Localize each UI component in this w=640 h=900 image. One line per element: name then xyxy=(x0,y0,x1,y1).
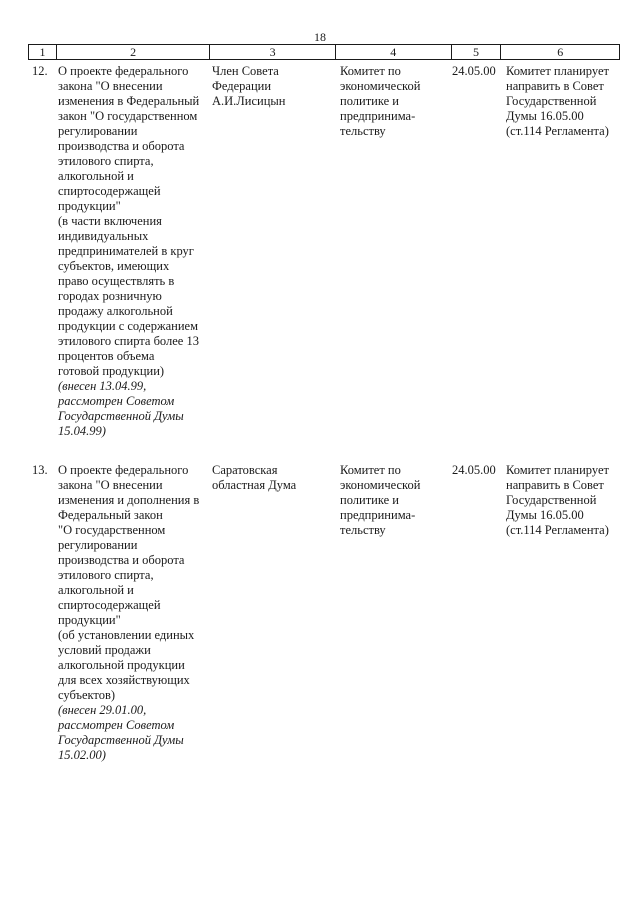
text-line: О проекте федерального xyxy=(58,463,189,477)
text-line: закона "О внесении xyxy=(58,478,163,492)
text-line: экономической xyxy=(340,478,421,492)
header-cell-4: 4 xyxy=(336,45,452,59)
text-line: А.И.Лисицын xyxy=(212,94,286,108)
text-line: Комитет планирует xyxy=(506,64,609,78)
text-line: рассмотрен Советом xyxy=(58,718,175,732)
text-line: продажу алкогольной xyxy=(58,304,173,318)
text-line: (ст.114 Регламента) xyxy=(506,523,609,537)
text-line: предпринима- xyxy=(340,508,416,522)
text-line: Федеральный закон xyxy=(58,508,163,522)
entry-date: 24.05.00 xyxy=(452,64,496,78)
text-line: продукции" xyxy=(58,199,121,213)
text-line: спиртосодержащей xyxy=(58,184,161,198)
text-line: Государственной xyxy=(506,94,597,108)
entry-plan xyxy=(506,463,622,538)
text-line: регулировании xyxy=(58,538,138,552)
text-line: городах розничную xyxy=(58,289,162,303)
text-line: производства и оборота xyxy=(58,553,185,567)
text-line: готовой продукции) xyxy=(58,364,165,378)
text-line: индивидуальных xyxy=(58,229,149,243)
text-line: политике и xyxy=(340,94,399,108)
text-line: Думы 16.05.00 xyxy=(506,109,584,123)
table-header-row xyxy=(28,44,620,60)
title-lines xyxy=(58,463,210,703)
text-line: производства и оборота xyxy=(58,139,185,153)
text-line: рассмотрен Советом xyxy=(58,394,175,408)
text-line: закона "О внесении xyxy=(58,79,163,93)
text-line: предпринимателей в круг xyxy=(58,244,194,258)
header-cell-6: 6 xyxy=(557,45,564,59)
title-lines xyxy=(58,64,210,379)
text-line: направить в Совет xyxy=(506,79,604,93)
text-line: политике и xyxy=(340,493,399,507)
text-line: процентов объема xyxy=(58,349,155,363)
entry-title xyxy=(58,64,210,439)
text-line: 15.02.00) xyxy=(58,748,106,762)
text-line: (внесен 13.04.99, xyxy=(58,379,147,393)
page-number: 18 xyxy=(314,30,326,44)
text-line: (об установлении единых xyxy=(58,628,195,642)
text-line: условий продажи xyxy=(58,643,151,657)
entry-author xyxy=(212,463,336,493)
text-line: Государственной Думы xyxy=(58,733,184,747)
text-line: спиртосодержащей xyxy=(58,598,161,612)
text-line: этилового спирта, xyxy=(58,568,154,582)
text-line: Государственной Думы xyxy=(58,409,184,423)
text-line: предпринима- xyxy=(340,109,416,123)
text-line: алкогольной продукции xyxy=(58,658,185,672)
text-line: экономической xyxy=(340,79,421,93)
header-cell-5: 5 xyxy=(452,45,502,59)
text-line: Комитет по xyxy=(340,463,401,477)
text-line: для всех хозяйствующих xyxy=(58,673,190,687)
text-line: Федерации xyxy=(212,79,272,93)
text-line: (внесен 29.01.00, xyxy=(58,703,147,717)
text-line: Государственной xyxy=(506,493,597,507)
entry-note xyxy=(58,703,210,763)
text-line: Комитет планирует xyxy=(506,463,609,477)
entry-committee xyxy=(340,64,452,139)
text-line: Член Совета xyxy=(212,64,279,78)
text-line: изменения и дополнения в xyxy=(58,493,200,507)
text-line: (в части включения xyxy=(58,214,162,228)
text-line: закон "О государственном xyxy=(58,109,198,123)
text-line: право осуществлять в xyxy=(58,274,175,288)
entry-note xyxy=(58,379,210,439)
text-line: продукции" xyxy=(58,613,121,627)
text-line: Саратовская xyxy=(212,463,278,477)
header-cell-3: 3 xyxy=(210,45,336,59)
text-line: субъектов, имеющих xyxy=(58,259,170,273)
entry-plan xyxy=(506,64,622,139)
text-line: тельству xyxy=(340,523,386,537)
text-line: алкогольной и xyxy=(58,583,134,597)
text-line: направить в Совет xyxy=(506,478,604,492)
text-line: 15.04.99) xyxy=(58,424,106,438)
text-line: тельству xyxy=(340,124,386,138)
text-line: продукции с содержанием xyxy=(58,319,198,333)
entry-number: 13. xyxy=(32,463,48,477)
header-cell-2: 2 xyxy=(57,45,210,59)
text-line: субъектов) xyxy=(58,688,116,702)
text-line: изменения в Федеральный xyxy=(58,94,200,108)
text-line: этилового спирта, xyxy=(58,154,154,168)
text-line: "О государственном xyxy=(58,523,166,537)
entry-title xyxy=(58,463,210,763)
text-line: О проекте федерального xyxy=(58,64,189,78)
text-line: этилового спирта более 13 xyxy=(58,334,199,348)
header-cell-1: 1 xyxy=(29,45,57,59)
text-line: Думы 16.05.00 xyxy=(506,508,584,522)
text-line: (ст.114 Регламента) xyxy=(506,124,609,138)
entry-author xyxy=(212,64,336,109)
entry-date: 24.05.00 xyxy=(452,463,496,477)
entry-number: 12. xyxy=(32,64,48,78)
text-line: областная Дума xyxy=(212,478,297,492)
text-line: алкогольной и xyxy=(58,169,134,183)
text-line: Комитет по xyxy=(340,64,401,78)
entry-committee xyxy=(340,463,452,538)
text-line: регулировании xyxy=(58,124,138,138)
